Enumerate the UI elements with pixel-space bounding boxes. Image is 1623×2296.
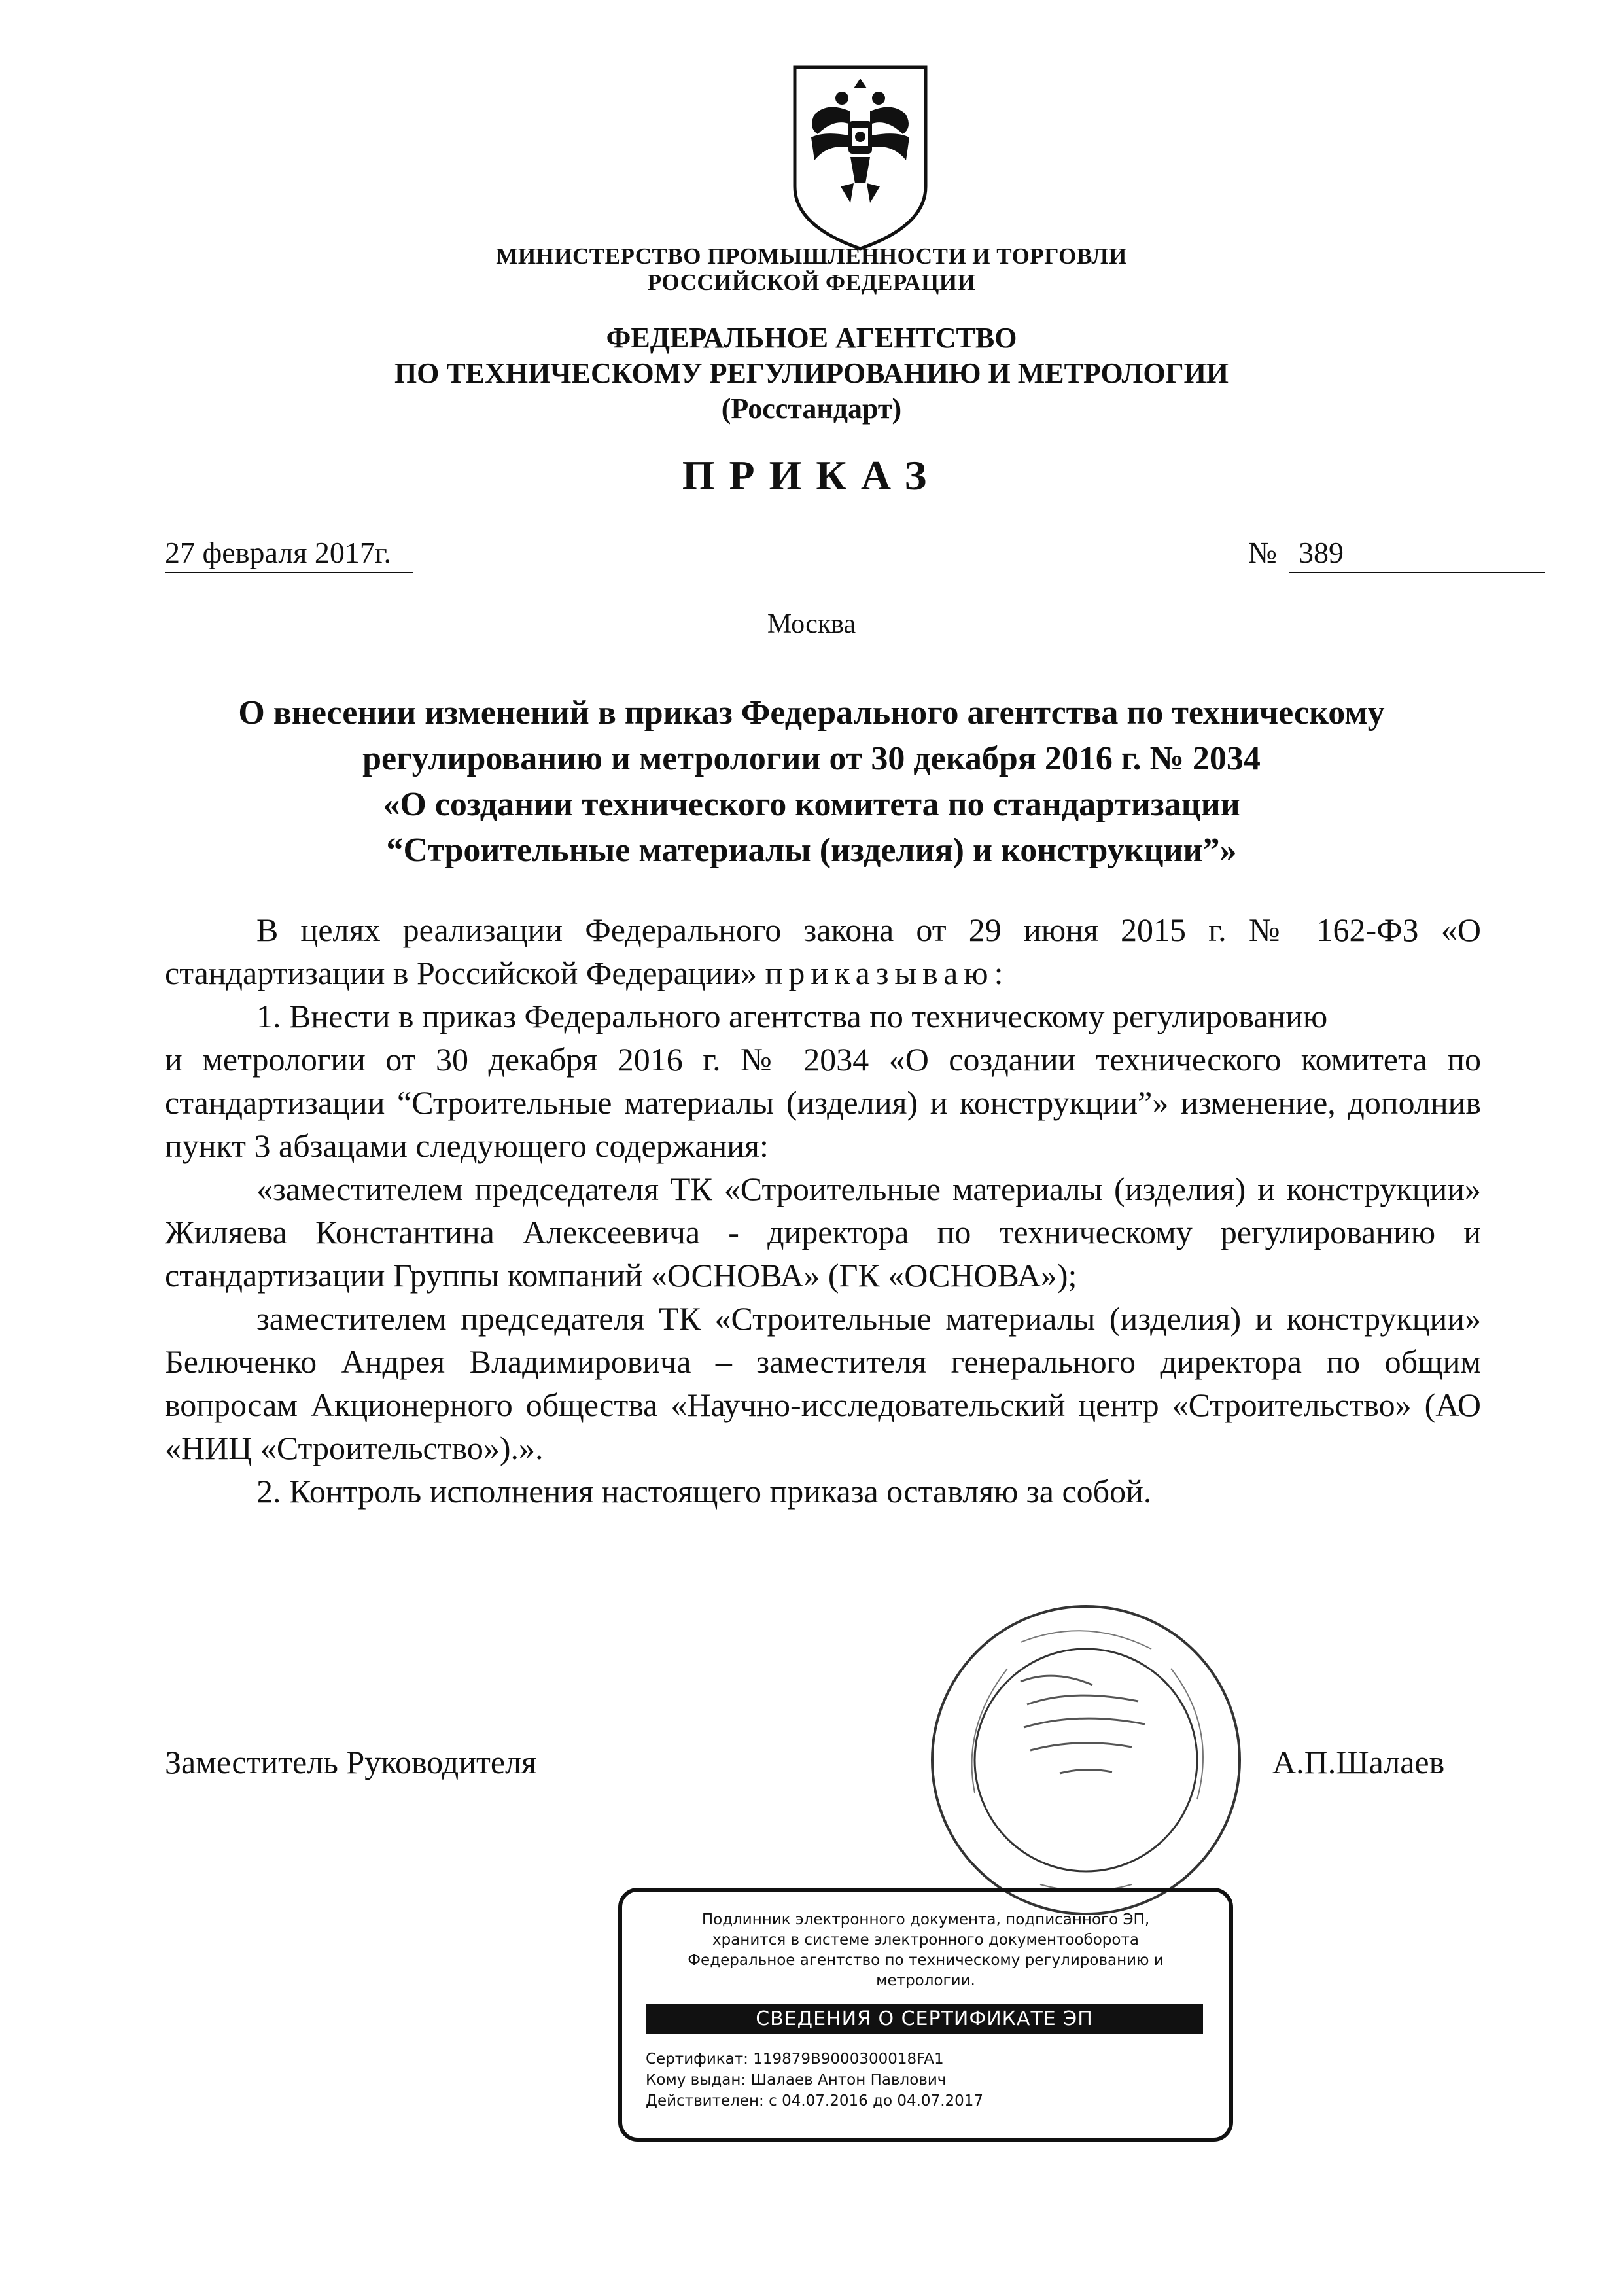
preamble-text: В целях реализации Федерального закона от 29 июня 2015 г. № 162-ФЗ «О стандартизации в Российской Федерации» [165, 911, 1481, 991]
certificate-note-line-2: хранится в системе электронного документооборота [712, 1932, 1139, 1949]
paragraph-deputy-1: «заместителем председателя ТК «Строительные материалы (изделия) и конструкции» Жиляева Константина Алексеевича - директора по техническому регулированию и стандартизации Группы компаний «ОСНОВА» (ГК «ОСНОВА»); [165, 1171, 1481, 1294]
certificate-note [622, 1910, 1229, 1991]
paragraph-item-1-start: 1. Внести в приказ Федерального агентства по техническому регулированию [256, 998, 1328, 1034]
agency-line-1: ФЕДЕРАЛЬНОЕ АГЕНТСТВО [606, 322, 1017, 354]
certificate-note-line-1: Подлинник электронного документа, подписанного ЭП, [701, 1911, 1150, 1928]
ministry-line-1: МИНИСТЕРСТВО ПРОМЫШЛЕННОСТИ И ТОРГОВЛИ [496, 243, 1127, 269]
order-number: 389 [1299, 536, 1344, 569]
ministry-name [0, 243, 1623, 296]
heading-line-3: «О создании технического комитета по стандартизации [383, 786, 1240, 823]
heading-line-2: регулированию и метрологии от 30 декабря 2016 г. № 2034 [362, 740, 1261, 777]
document-type: ПРИКАЗ [682, 452, 941, 499]
city: Москва [767, 609, 856, 639]
order-body [165, 908, 1481, 1513]
agency-name [0, 321, 1623, 427]
certificate-serial: Сертификат: 119879B9000300018FA1 [646, 2051, 944, 2068]
signer-title: Заместитель Руководителя [165, 1744, 536, 1780]
state-emblem-icon [788, 62, 932, 252]
paragraph-item-1-cont: и метрологии от 30 декабря 2016 г. № 2034 «О создании технического комитета по стандартизации “Строительные материалы (изделия) и конструкции”» изменение, дополнив пункт 3 абзацами следующего содержания: [165, 1041, 1481, 1164]
agency-line-2: ПО ТЕХНИЧЕСКОМУ РЕГУЛИРОВАНИЮ И МЕТРОЛОГИИ [394, 357, 1229, 389]
number-underline [1289, 572, 1545, 573]
signer-name: А.П.Шалаев [1272, 1744, 1445, 1780]
e-signature-certificate [618, 1888, 1233, 2142]
order-number-label: № [1248, 536, 1277, 569]
certificate-bar-title: СВЕДЕНИЯ О СЕРТИФИКАТЕ ЭП [646, 2004, 1203, 2034]
order-word: приказываю: [765, 955, 1009, 991]
certificate-note-line-3: Федеральное агентство по техническому регулированию и [688, 1952, 1164, 1969]
certificate-validity: Действителен: с 04.07.2016 до 04.07.2017 [646, 2093, 984, 2110]
order-date: 27 февраля 2017г. [165, 536, 392, 569]
ministry-line-2: РОССИЙСКОЙ ФЕДЕРАЦИИ [647, 270, 976, 295]
heading-line-1: О внесении изменений в приказ Федерального агентства по техническому [238, 694, 1385, 732]
certificate-holder: Кому выдан: Шалаев Антон Павлович [646, 2072, 947, 2089]
paragraph-preamble [165, 908, 1481, 995]
official-stamp-icon [922, 1597, 1249, 1924]
agency-line-3: (Росстандарт) [721, 393, 902, 425]
paragraph-deputy-2: заместителем председателя ТК «Строительные материалы (изделия) и конструкции» Белюченко Андрея Владимировича – заместителя генерального директора по общим вопросам Акционерного общества «Научно-исследовательский центр «Строительство» (АО «НИЦ «Строительство»).». [165, 1300, 1481, 1466]
heading-line-4: “Строительные материалы (изделия) и конструкции”» [386, 832, 1237, 869]
date-underline [165, 572, 413, 573]
paragraph-item-2: 2. Контроль исполнения настоящего приказа оставляю за собой. [256, 1473, 1152, 1510]
certificate-note-line-4: метрологии. [876, 1972, 975, 1989]
certificate-details [646, 2049, 983, 2111]
order-heading [131, 690, 1492, 874]
